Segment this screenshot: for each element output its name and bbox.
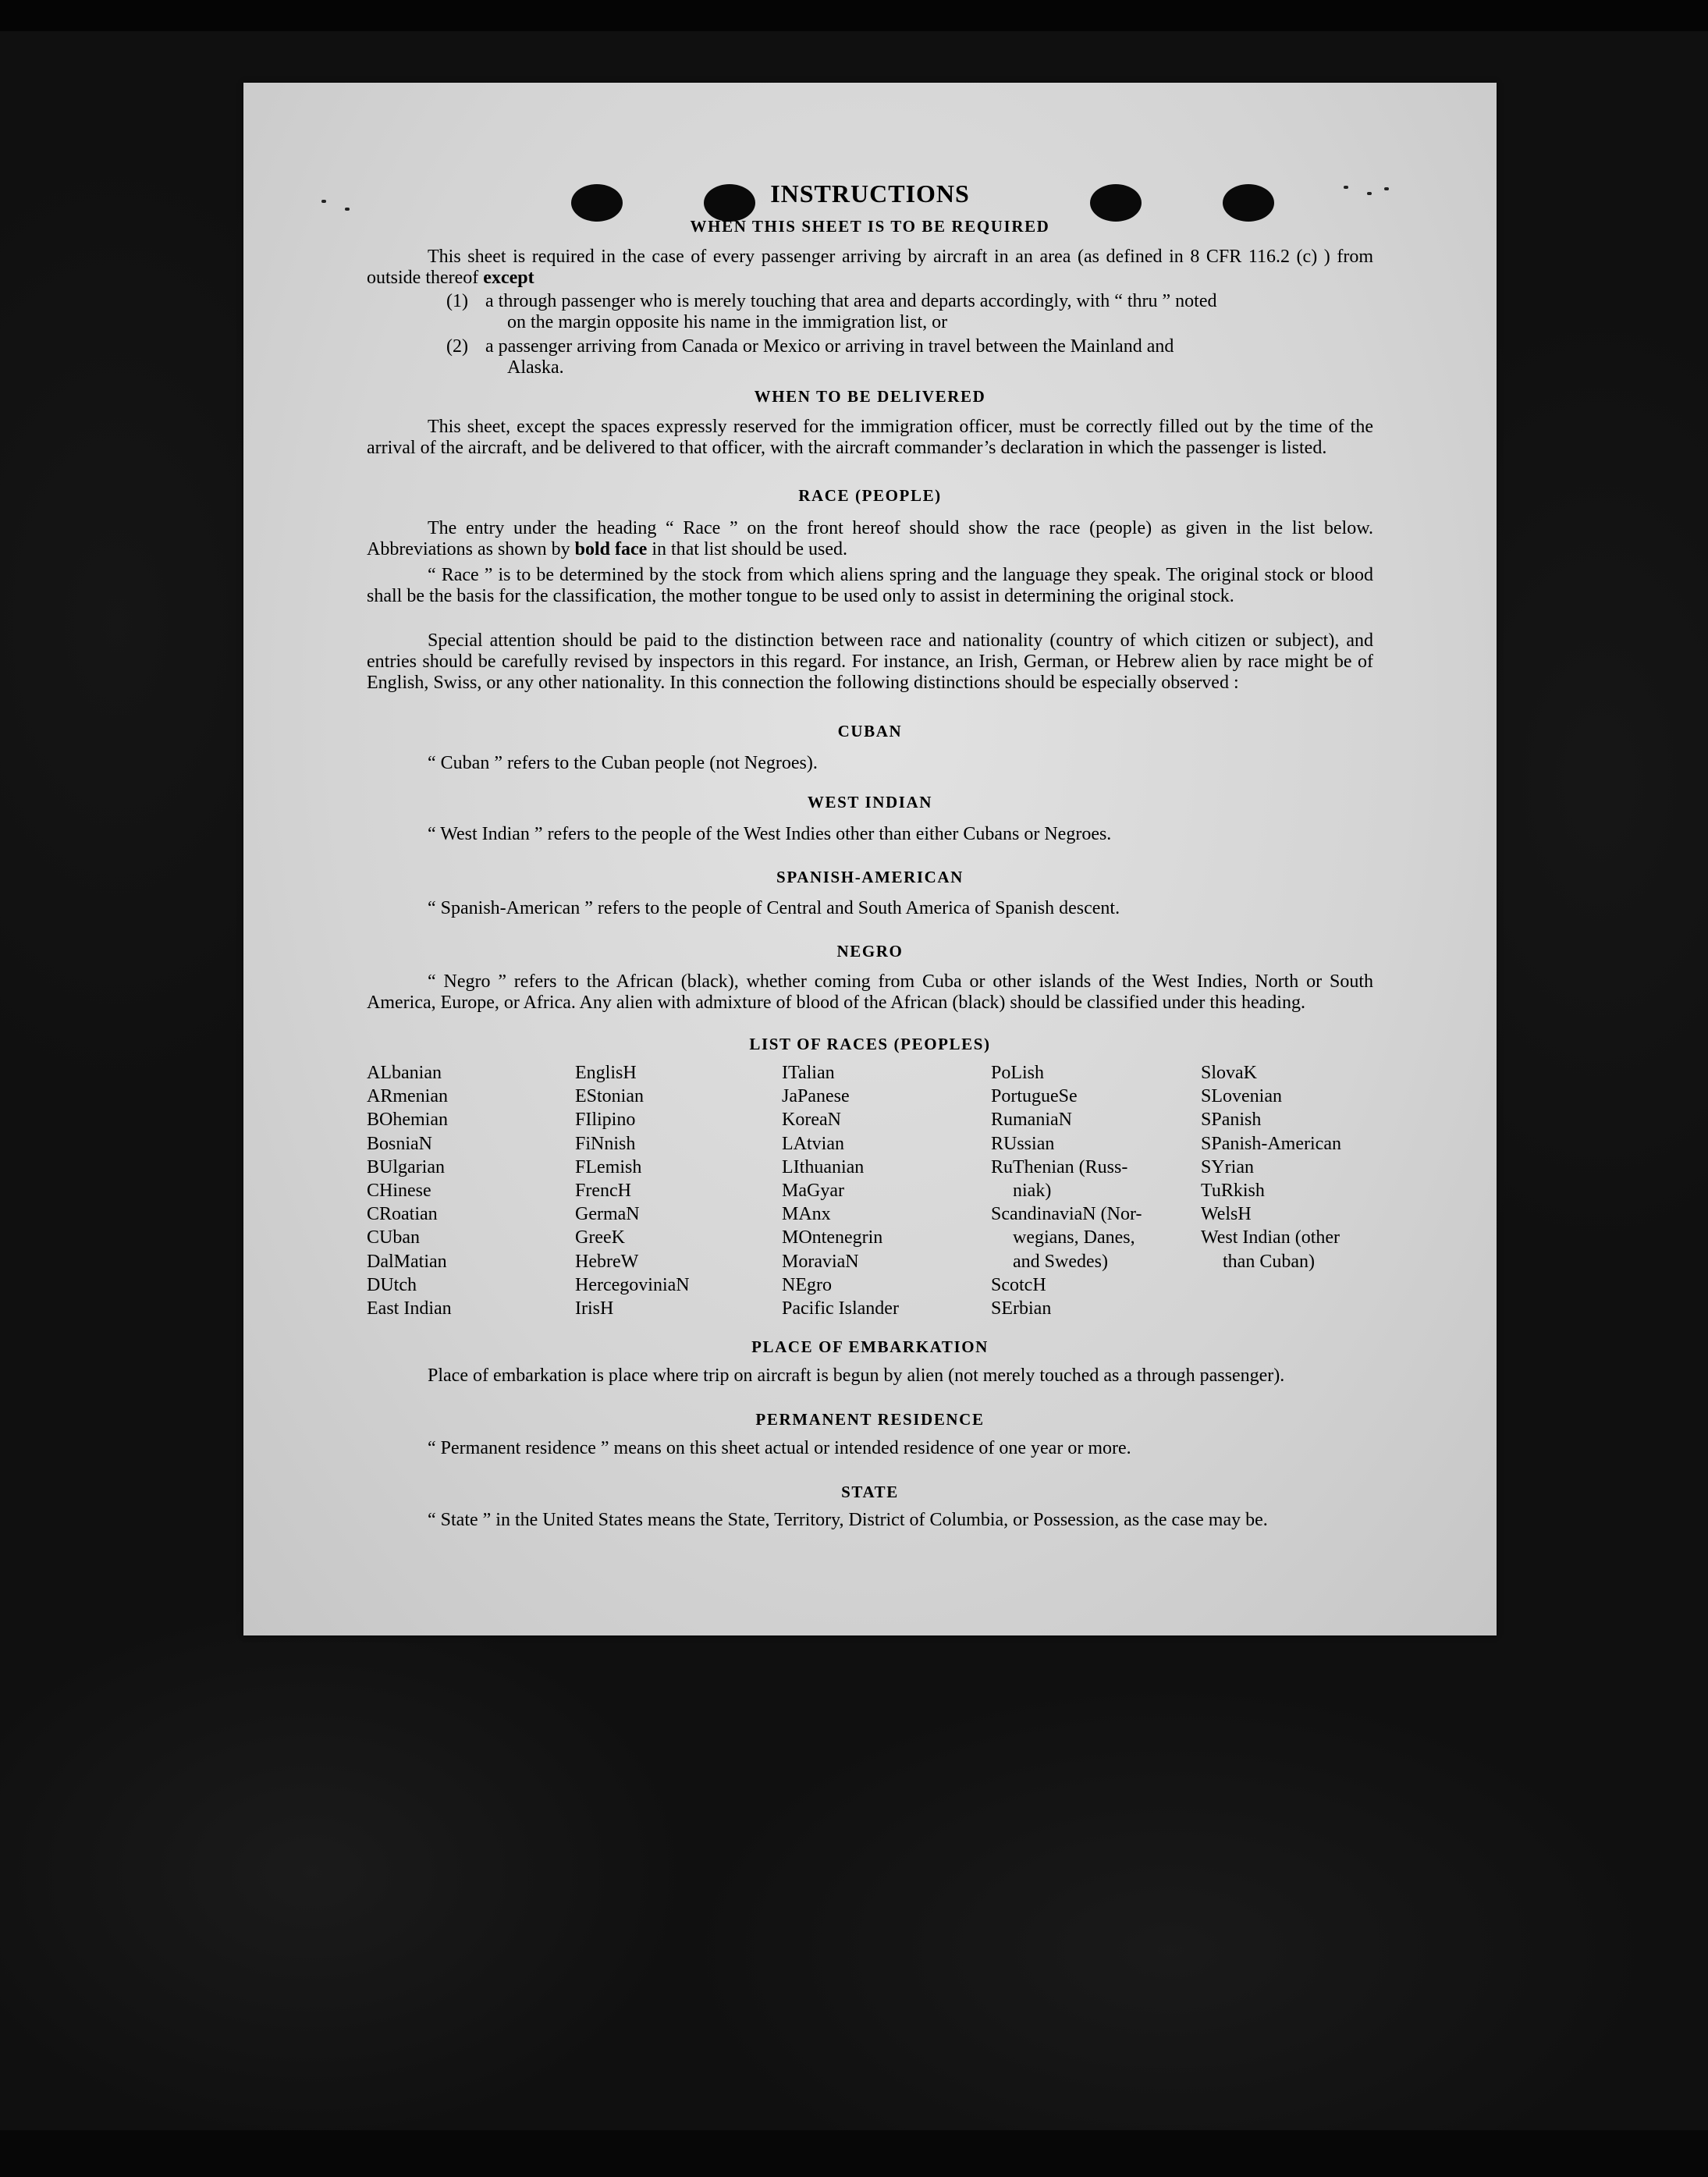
race-entry: IrisH (575, 1298, 614, 1319)
race-entry: West Indian (other (1201, 1227, 1340, 1248)
race-entry: ARmenian (367, 1086, 448, 1107)
race-entry: HebreW (575, 1251, 639, 1272)
race-entry: MoraviaN (782, 1251, 859, 1272)
race-entry-continued: niak) (1013, 1181, 1052, 1202)
races-column-2 (575, 1061, 690, 1320)
race-entry: CUban (367, 1227, 420, 1248)
race-entry: SErbian (991, 1298, 1052, 1319)
race-entry: EnglisH (575, 1063, 637, 1083)
race-entry: FIlipino (575, 1110, 636, 1131)
race-entry-continued: than Cuban) (1223, 1251, 1315, 1272)
race-entry: HercegoviniaN (575, 1274, 690, 1295)
race-entry: RUssian (991, 1133, 1055, 1154)
section-heading-residence: PERMANENT RESIDENCE (755, 1410, 985, 1429)
race-entry: BosniaN (367, 1133, 432, 1154)
speck (321, 200, 326, 203)
race-entry: SPanish-American (1201, 1133, 1341, 1154)
section-heading-embarkation: PLACE OF EMBARKATION (751, 1337, 989, 1356)
race-entry: NEgro (782, 1274, 832, 1295)
race-entry: LAtvian (782, 1133, 844, 1154)
race-entry: LIthuanian (782, 1156, 865, 1177)
item-number: (1) (446, 291, 468, 311)
race-entry: East Indian (367, 1298, 452, 1319)
exception-item-1 (446, 291, 1373, 333)
speck (345, 208, 350, 211)
required-paragraph (367, 247, 1373, 289)
state-definition: “ State ” in the United States means the State, Territory, District of Columbia, or Possession, as the case may be. (428, 1510, 1268, 1530)
race-entry: ALbanian (367, 1063, 442, 1083)
race-entry: CRoatian (367, 1204, 438, 1225)
race-entry: PoLish (991, 1063, 1045, 1083)
race-entry: CHinese (367, 1181, 431, 1202)
races-column-3 (782, 1061, 899, 1320)
race-entry-continued: wegians, Danes, (1013, 1227, 1135, 1248)
race-entry: BOhemian (367, 1110, 448, 1131)
race-entry: Pacific Islander (782, 1298, 899, 1319)
race-entry: ScandinaviaN (Nor- (991, 1204, 1142, 1225)
race-entry: ScotcH (991, 1274, 1046, 1295)
spanish-american-definition: “ Spanish-American ” refers to the people of Central and South America of Spanish descent. (428, 898, 1120, 918)
race-entry-continued: and Swedes) (1013, 1251, 1108, 1272)
race-entry: PortugueSe (991, 1086, 1078, 1107)
race-paragraph-1 (367, 518, 1373, 560)
section-heading-race: RACE (PEOPLE) (798, 486, 942, 505)
section-heading-delivered: WHEN TO BE DELIVERED (754, 387, 986, 406)
race-entry: MOntenegrin (782, 1227, 883, 1248)
race-entry: GreeK (575, 1227, 625, 1248)
delivered-paragraph: This sheet, except the spaces expressly reserved for the immigration officer, must be correctly filled out by the time of the arrival of the aircraft, and be delivered to that officer, with the aircraft commander’s declaration in which the passenger is listed. (367, 417, 1373, 458)
races-column-5 (1201, 1061, 1341, 1273)
section-heading-spanish-american: SPANISH-AMERICAN (776, 868, 964, 886)
section-heading-races-list: LIST OF RACES (PEOPLES) (749, 1035, 991, 1053)
race-entry: SPanish (1201, 1110, 1262, 1131)
race-text: The entry under the heading “ Race ” on the front hereof should show the race (people) as given in the list below. Abbreviations as shown by (367, 518, 1373, 559)
section-heading-required: WHEN THIS SHEET IS TO BE REQUIRED (690, 217, 1050, 236)
section-heading-cuban: CUBAN (837, 722, 903, 740)
item-line: on the margin opposite his name in the immigration list, or (507, 312, 948, 332)
race-entry: FrencH (575, 1181, 631, 1202)
film-edge-bottom (0, 2130, 1708, 2177)
embarkation-definition: Place of embarkation is place where trip on aircraft is begun by alien (not merely touched as a through passenger). (428, 1366, 1285, 1386)
race-entry: ITalian (782, 1063, 835, 1083)
race-entry: TuRkish (1201, 1181, 1265, 1202)
race-entry: KoreaN (782, 1110, 841, 1131)
bold-face-keyword: bold face (574, 539, 648, 559)
race-entry: BUlgarian (367, 1156, 445, 1177)
race-entry: MaGyar (782, 1181, 844, 1202)
race-entry: GermaN (575, 1204, 640, 1225)
race-entry: WelsH (1201, 1204, 1252, 1225)
race-entry: RuThenian (Russ- (991, 1156, 1128, 1177)
race-entry: SYrian (1201, 1156, 1254, 1177)
item-number: (2) (446, 336, 468, 357)
item-line: a passenger arriving from Canada or Mexico or arriving in travel between the Mainland and (485, 336, 1174, 357)
film-edge-top (0, 0, 1708, 31)
speck (1384, 187, 1389, 190)
race-paragraph-2: “ Race ” is to be determined by the stock from which aliens spring and the language they speak. The original stock or blood shall be the basis for the classification, the mother tongue to be used only to assist in determining the original stock. (367, 565, 1373, 606)
race-entry: FiNnish (575, 1133, 636, 1154)
race-entry: DUtch (367, 1274, 417, 1295)
section-heading-state: STATE (841, 1483, 899, 1501)
cuban-definition: “ Cuban ” refers to the Cuban people (not Negroes). (428, 753, 818, 773)
race-entry: FLemish (575, 1156, 642, 1177)
residence-definition: “ Permanent residence ” means on this sheet actual or intended residence of one year or more. (428, 1438, 1131, 1458)
race-entry: MAnx (782, 1204, 831, 1225)
page-title: INSTRUCTIONS (770, 179, 970, 208)
section-heading-west-indian: WEST INDIAN (807, 793, 933, 811)
required-text: This sheet is required in the case of every passenger arriving by aircraft in an area (as defined in 8 CFR 116.2 (c) ) from outside thereof (367, 247, 1373, 288)
race-entry: EStonian (575, 1086, 644, 1107)
except-keyword: except (483, 268, 534, 288)
item-line: Alaska. (507, 357, 564, 378)
races-column-1 (367, 1061, 452, 1320)
race-entry: SLovenian (1201, 1086, 1282, 1107)
race-entry: JaPanese (782, 1086, 850, 1107)
west-indian-definition: “ West Indian ” refers to the people of the West Indies other than either Cubans or Negroes. (428, 824, 1112, 844)
item-line: a through passenger who is merely touching that area and departs accordingly, with “ thru ” noted (485, 291, 1217, 311)
section-heading-negro: NEGRO (836, 942, 904, 961)
races-column-4 (991, 1061, 1142, 1320)
race-paragraph-3: Special attention should be paid to the distinction between race and nationality (country of which citizen or subject), and entries should be carefully revised by inspectors in this regard. For instance, an Irish, German, or Hebrew alien by race might be of English, Swiss, or any other nationality. In this connection the following distinctions should be especially observed : (367, 630, 1373, 693)
race-text: in that list should be used. (647, 539, 847, 559)
exception-item-2 (446, 336, 1373, 378)
negro-definition: “ Negro ” refers to the African (black), whether coming from Cuba or other islands of the West Indies, North or South America, Europe, or Africa. Any alien with admixture of blood of the African (black) should be classified under this heading. (367, 971, 1373, 1013)
race-entry: RumaniaN (991, 1110, 1072, 1131)
race-entry: DalMatian (367, 1251, 447, 1272)
race-entry: SlovaK (1201, 1063, 1257, 1083)
